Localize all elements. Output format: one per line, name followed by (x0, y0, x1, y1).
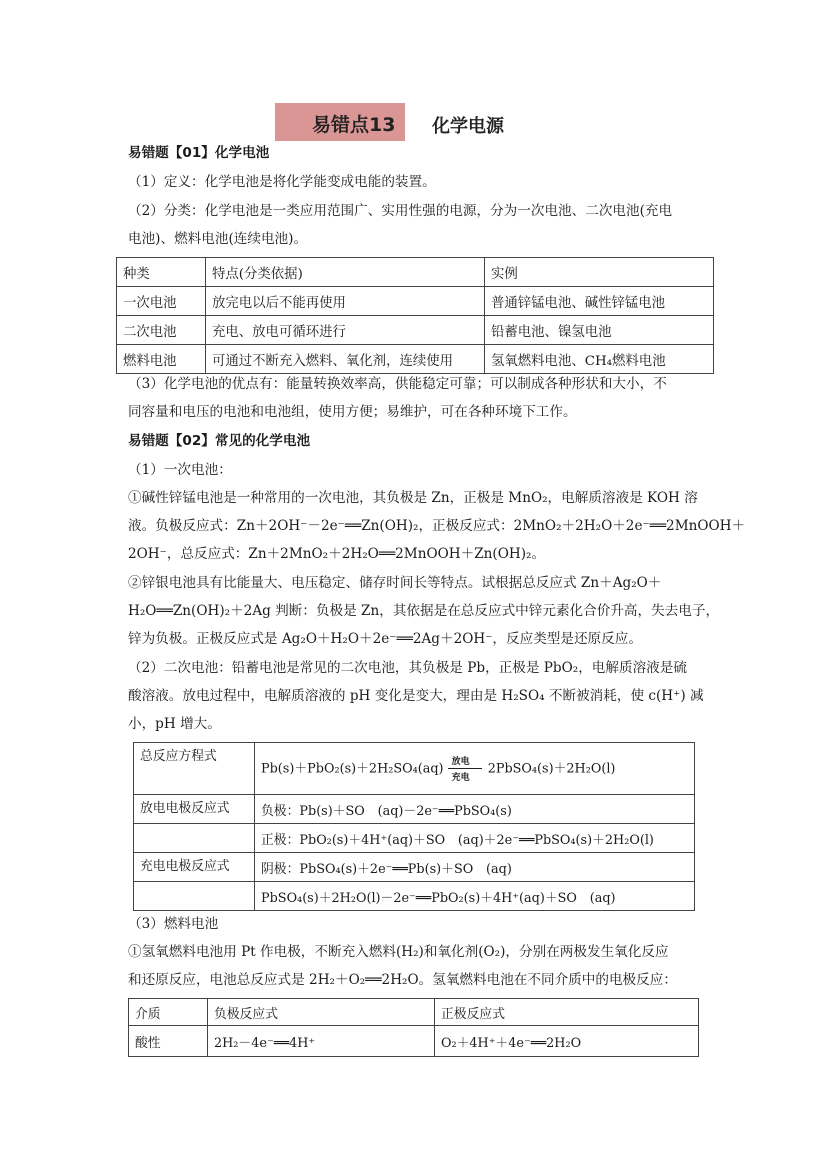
fuel-cell-table (128, 998, 699, 1057)
table-row (134, 882, 695, 911)
table-cell: 2H₂－4e⁻══4H⁺ (208, 1026, 435, 1057)
table-header-cell: 正极反应式 (435, 999, 699, 1026)
table-cell: 一次电池 (117, 287, 206, 316)
paragraph-advantages-2: 同容量和电压的电池和电池组，使用方便；易维护，可在各种环境下工作。 (128, 404, 577, 420)
charge-label: 充电 (451, 772, 470, 783)
paragraph-alkaline-2: 液。负极反应式：Zn＋2OH⁻－2e⁻══Zn(OH)₂，正极反应式：2MnO₂＋2H₂O＋2e⁻══2MnOOH＋ (128, 518, 746, 534)
table-row (134, 853, 695, 882)
table-cell: 放完电以后不能再使用 (206, 287, 485, 316)
table-cell: 二次电池 (117, 316, 206, 345)
lead-acid-table (133, 742, 695, 911)
paragraph-fuel-cell-1: ①氢氧燃料电池用 Pt 作电极，不断充入燃料(H₂)和氧化剂(O₂)，分别在两极发生氧化反应 (128, 944, 669, 960)
table-cell-total-reaction (255, 743, 695, 795)
paragraph-alkaline-1: ①碱性锌锰电池是一种常用的一次电池，其负极是 Zn，正极是 MnO₂，电解质溶液是 KOH 溶 (128, 490, 698, 506)
table-cell-empty (134, 882, 255, 911)
subheading-fuel-cell: （3）燃料电池 (128, 916, 219, 932)
table-cell: 可通过不断充入燃料、氧化剂，连续使用 (206, 345, 485, 374)
paragraph-silver-zinc-2: H₂O══Zn(OH)₂＋2Ag 判断：负极是 Zn，其依据是在总反应式中锌元素化合价升高，失去电子， (128, 603, 720, 619)
arrow-bar (448, 768, 482, 769)
table-cell: PbSO₄(s)＋2H₂O(l)－2e⁻══PbO₂(s)＋4H⁺(aq)＋SO (aq) (255, 882, 695, 911)
table-header-cell: 特点(分类依据) (206, 258, 485, 287)
table-cell: 铅蓄电池、镍氢电池 (485, 316, 714, 345)
total-reaction-reactants: Pb(s)＋PbO₂(s)＋2H₂SO₄(aq) (261, 761, 444, 776)
table-header-cell: 种类 (117, 258, 206, 287)
paragraph-silver-zinc-3: 锌为负极。正极反应式是 Ag₂O＋H₂O＋2e⁻══2Ag＋2OH⁻，反应类型是还原反应。 (128, 631, 642, 647)
table-header-cell: 介质 (129, 999, 208, 1026)
table-cell: 普通锌锰电池、碱性锌锰电池 (485, 287, 714, 316)
page-title-number: 易错点13 (312, 114, 396, 136)
table-cell: 正极：PbO₂(s)＋4H⁺(aq)＋SO (aq)＋2e⁻══PbSO₄(s)＋2H₂O(l) (255, 824, 695, 853)
table-header-cell: 实例 (485, 258, 714, 287)
paragraph-lead-acid-2: 酸溶液。放电过程中，电解质溶液的 pH 变化是变大，理由是 H₂SO₄ 不断被消耗，使 c(H⁺) 减 (128, 688, 704, 704)
section-heading-02: 易错题【02】常见的化学电池 (128, 433, 311, 449)
paragraph-silver-zinc-1: ②锌银电池具有比能量大、电压稳定、储存时间长等特点。试根据总反应式 Zn＋Ag₂O＋ (128, 575, 662, 591)
paragraph-lead-acid-1: （2）二次电池：铅蓄电池是常见的二次电池，其负极是 Pb，正极是 PbO₂，电解质溶液是硫 (128, 660, 687, 676)
table-cell-label: 总反应方程式 (134, 743, 255, 795)
paragraph-classification-2: 电池)、燃料电池(连续电池)。 (128, 231, 308, 247)
table-cell-empty (134, 824, 255, 853)
table-cell: 酸性 (129, 1026, 208, 1057)
paragraph-lead-acid-3: 小，pH 增大。 (128, 716, 221, 732)
table-cell-label: 充电电极反应式 (134, 853, 255, 882)
table-row (117, 316, 714, 345)
table-row (129, 1026, 699, 1057)
table-header-row (129, 999, 699, 1026)
paragraph-classification-1: （2）分类：化学电池是一类应用范围广、实用性强的电源，分为一次电池、二次电池(充电 (128, 203, 673, 219)
discharge-label: 放电 (451, 756, 470, 767)
table-row (134, 795, 695, 824)
table-row (134, 824, 695, 853)
table-cell: 阴极：PbSO₄(s)＋2e⁻══Pb(s)＋SO (aq) (255, 853, 695, 882)
table-cell: 充电、放电可循环进行 (206, 316, 485, 345)
subheading-primary-battery: （1）一次电池： (128, 462, 232, 478)
page-title-topic: 化学电源 (432, 116, 504, 137)
section-heading-01: 易错题【01】化学电池 (128, 145, 270, 161)
total-reaction-products: 2PbSO₄(s)＋2H₂O(l) (487, 761, 616, 776)
paragraph-definition: （1）定义：化学电池是将化学能变成电能的装置。 (128, 174, 436, 190)
battery-types-table (116, 257, 714, 374)
paragraph-advantages-1: （3）化学电池的优点有：能量转换效率高，供能稳定可靠；可以制成各种形状和大小，不 (128, 376, 667, 392)
table-cell: 氢氧燃料电池、CH₄燃料电池 (485, 345, 714, 374)
table-cell: 燃料电池 (117, 345, 206, 374)
table-cell: 负极：Pb(s)＋SO (aq)－2e⁻══PbSO₄(s) (255, 795, 695, 824)
table-cell: O₂＋4H⁺＋4e⁻══2H₂O (435, 1026, 699, 1057)
table-cell-label: 放电电极反应式 (134, 795, 255, 824)
table-header-cell: 负极反应式 (208, 999, 435, 1026)
table-row (134, 743, 695, 795)
paragraph-fuel-cell-2: 和还原反应，电池总反应式是 2H₂＋O₂══2H₂O。氢氧燃料电池在不同介质中的电极反应： (128, 972, 677, 988)
table-row (117, 287, 714, 316)
reversible-arrow (448, 756, 484, 782)
table-row (117, 345, 714, 374)
paragraph-alkaline-3: 2OH⁻，总反应式：Zn＋2MnO₂＋2H₂O══2MnOOH＋Zn(OH)₂。 (128, 546, 546, 562)
table-header-row (117, 258, 714, 287)
